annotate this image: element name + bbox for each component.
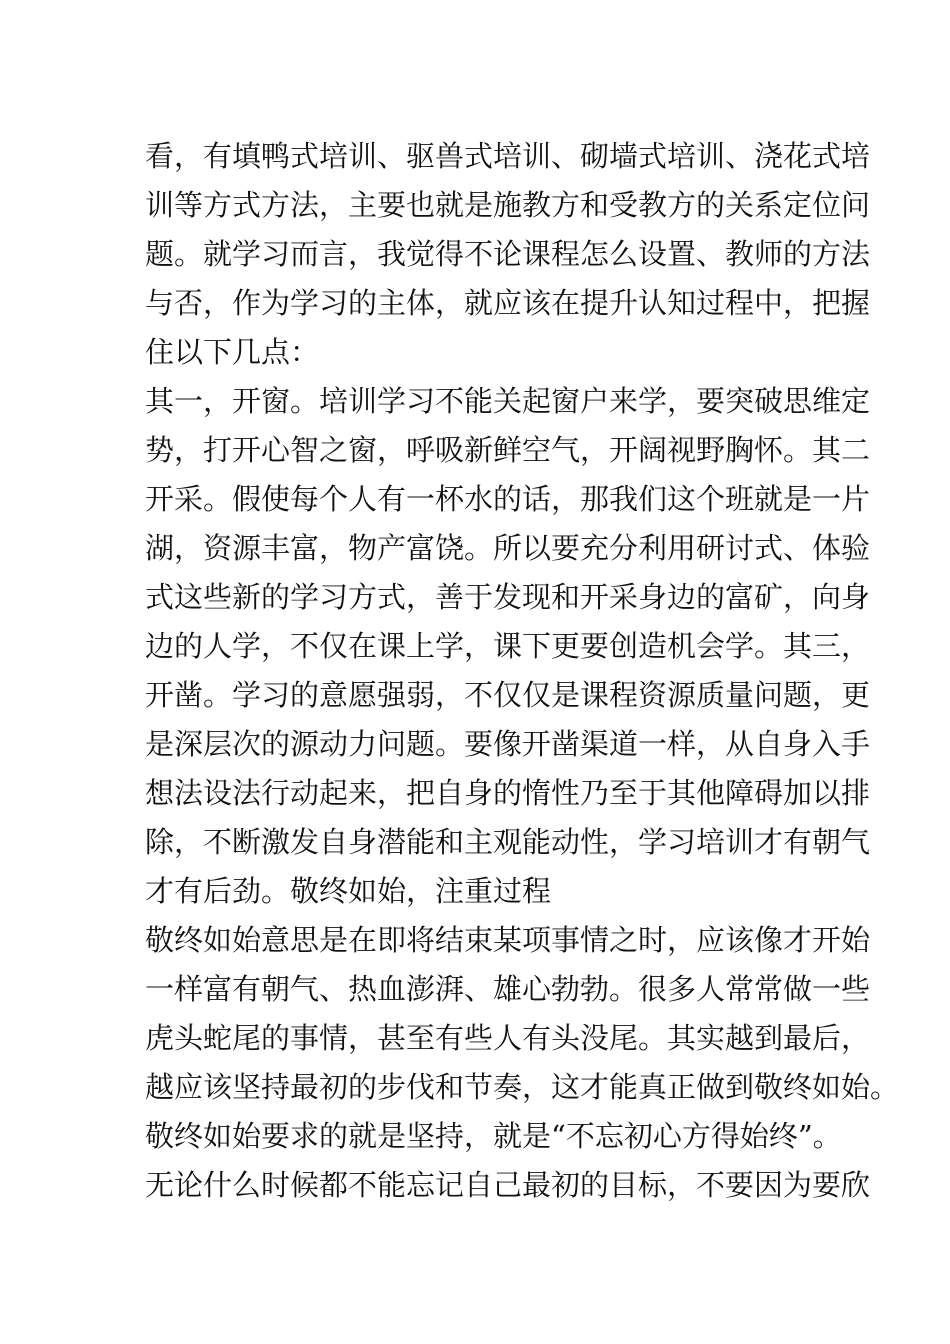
body-text: [145, 132, 900, 1210]
text-line: 式这些新的学习方式，善于发现和开采身边的富矿，向身: [145, 580, 871, 614]
text-line: 才有后劲。敬终如始，注重过程: [145, 874, 552, 908]
text-line: 边的人学，不仅在课上学，课下更要创造机会学。其三，: [145, 629, 871, 663]
text-line: 看，有填鸭式培训、驱兽式培训、砌墙式培训、浇花式培: [145, 139, 871, 173]
text-line: 开凿。学习的意愿强弱，不仅仅是课程资源质量问题，更: [145, 678, 871, 712]
text-line: 敬终如始意思是在即将结束某项事情之时，应该像才开始: [145, 923, 871, 957]
text-line: 敬终如始要求的就是坚持，就是“不忘初心方得始终”。: [145, 1119, 842, 1153]
text-line: 是深层次的源动力问题。要像开凿渠道一样，从自身入手: [145, 727, 871, 761]
text-line: 除，不断激发自身潜能和主观能动性，学习培训才有朝气: [145, 825, 871, 859]
text-line: 一样富有朝气、热血澎湃、雄心勃勃。很多人常常做一些: [145, 972, 871, 1006]
text-line: 势，打开心智之窗，呼吸新鲜空气，开阔视野胸怀。其二: [145, 433, 871, 467]
text-line: 住以下几点：: [145, 335, 320, 369]
text-line: 训等方式方法，主要也就是施教方和受教方的关系定位问: [145, 188, 871, 222]
text-line: 虎头蛇尾的事情，甚至有些人有头没尾。其实越到最后，: [145, 1021, 871, 1055]
text-line: 开采。假使每个人有一杯水的话，那我们这个班就是一片: [145, 482, 871, 516]
text-line: 其一，开窗。培训学习不能关起窗户来学，要突破思维定: [145, 384, 871, 418]
text-line: 想法设法行动起来，把自身的惰性乃至于其他障碍加以排: [145, 776, 871, 810]
text-line: 越应该坚持最初的步伐和节奏，这才能真正做到敬终如始。: [145, 1070, 900, 1104]
text-line: 湖，资源丰富，物产富饶。所以要充分利用研讨式、体验: [145, 531, 871, 565]
text-line: 无论什么时候都不能忘记自己最初的目标，不要因为要欣: [145, 1168, 871, 1202]
text-line: 与否，作为学习的主体，就应该在提升认知过程中，把握: [145, 286, 871, 320]
text-line: 题。就学习而言，我觉得不论课程怎么设置、教师的方法: [145, 237, 871, 271]
